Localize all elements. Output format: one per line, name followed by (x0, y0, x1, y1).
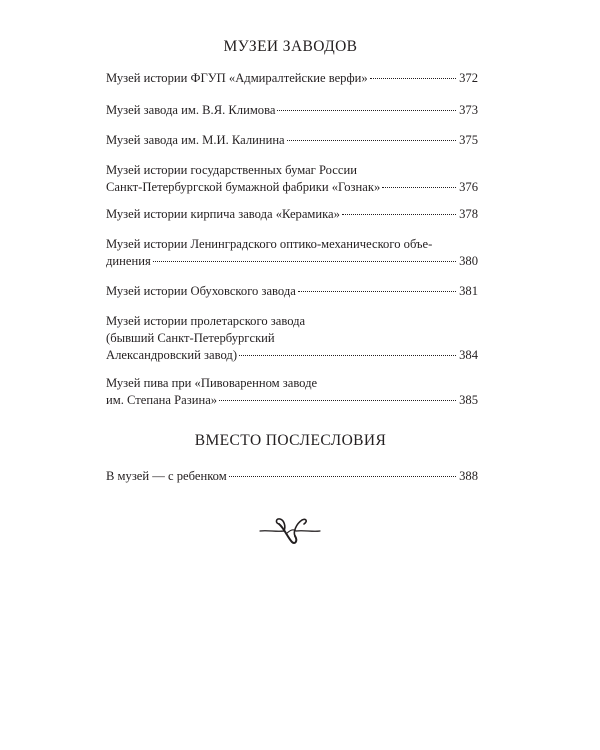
toc-entry-title: Музей завода им. М.И. Калинина (106, 133, 285, 147)
toc-entry[interactable] (106, 283, 478, 300)
toc-entry-title: Александровский завод) (106, 348, 238, 362)
dot-leader (370, 78, 456, 79)
page-number: 385 (459, 393, 478, 407)
dot-leader (298, 291, 456, 292)
page-number: 372 (459, 71, 478, 85)
toc-entry-title: Музей истории Обуховского завода (106, 284, 296, 298)
section-title-instead-of-afterword: ВМЕСТО ПОСЛЕСЛОВИЯ (194, 432, 387, 449)
toc-entry-last-line (106, 283, 478, 300)
toc-entry-last-line (106, 468, 478, 485)
page-number: 373 (459, 103, 478, 117)
toc-entry[interactable] (106, 375, 478, 409)
toc-entry-title: динения (106, 254, 151, 268)
toc-entry-title: Музей истории ФГУП «Адмиралтейские верфи» (106, 71, 368, 85)
dot-leader (153, 261, 456, 262)
toc-entry[interactable] (106, 102, 478, 119)
toc-entry-title-line: Музей истории государственных бумаг России (106, 163, 357, 177)
toc-entry-title-line: (бывший Санкт-Петербургский (106, 331, 275, 345)
toc-entry-title: Музей завода им. В.Я. Климова (106, 103, 276, 117)
toc-entry-title-line: Музей истории Ленинградского оптико-механического объе- (106, 237, 433, 251)
toc-entry[interactable] (106, 236, 478, 270)
toc-entry-title: Санкт-Петербургской бумажной фабрики «Гознак» (106, 180, 381, 194)
toc-entry[interactable] (106, 162, 478, 196)
toc-entry-title-line: Музей истории пролетарского завода (106, 314, 306, 328)
page-number: 378 (459, 207, 478, 221)
dot-leader (382, 187, 456, 188)
page-number: 375 (459, 133, 478, 147)
toc-entry-title-line: Музей пива при «Пивоваренном заводе (106, 376, 318, 390)
toc-entry-last-line (106, 70, 478, 87)
page-number: 388 (459, 469, 478, 483)
toc-entry-last-line (106, 179, 478, 196)
toc-entry-last-line (106, 392, 478, 409)
toc-entry[interactable] (106, 468, 478, 485)
flourish-ornament-icon (258, 514, 322, 548)
section-title-museums-of-factories: МУЗЕИ ЗАВОДОВ (223, 38, 358, 55)
page-number: 381 (459, 284, 478, 298)
toc-entry-last-line (106, 347, 478, 364)
toc-entry-last-line (106, 132, 478, 149)
page-number: 380 (459, 254, 478, 268)
toc-entry[interactable] (106, 313, 478, 364)
dot-leader (219, 400, 456, 401)
page-number: 384 (459, 348, 478, 362)
dot-leader (277, 110, 456, 111)
page-number: 376 (459, 180, 478, 194)
toc-entry-last-line (106, 102, 478, 119)
toc-entry[interactable] (106, 206, 478, 223)
toc-entry-title: В музей — с ребенком (106, 469, 227, 483)
toc-entry-title: Музей истории кирпича завода «Керамика» (106, 207, 340, 221)
toc-entry[interactable] (106, 132, 478, 149)
toc-entry-title: им. Степана Разина» (106, 393, 218, 407)
toc-entry-last-line (106, 206, 478, 223)
dot-leader (229, 476, 456, 477)
dot-leader (342, 214, 456, 215)
toc-entry-last-line (106, 253, 478, 270)
dot-leader (287, 140, 456, 141)
dot-leader (239, 355, 456, 356)
toc-entry[interactable] (106, 70, 478, 87)
